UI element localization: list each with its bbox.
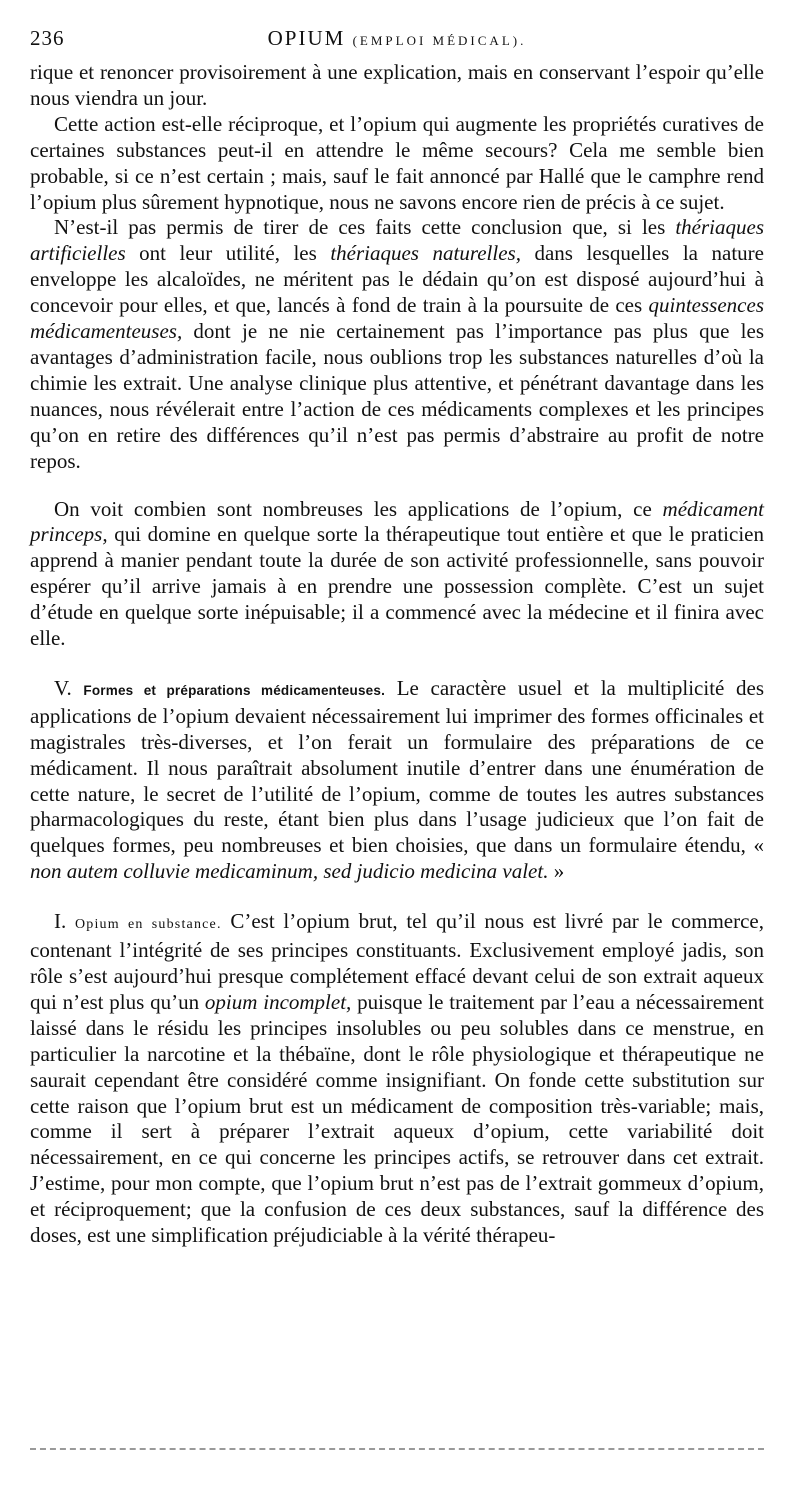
paragraph-text: N’est-il pas permis de tirer de ces faits cette conclusion que, si les [54,215,676,240]
paragraph-reciprocal-action [30,112,764,216]
paragraph-applications [30,497,764,652]
paragraph-text: Le caractère usuel et la multiplicité des applications de l’opium devaient nécessairement lui imprimer des formes officinales et magistrales très-diverses, et l’on ferait un formulaire des préparations de ce médicament. Il nous paraîtrait absolument inutile d’entrer dans une énumération de cette nature, le secret de l’utilité de l’opium, comme de toutes les autres substances pharmacologiques du reste, étant bien plus dans l’usage judicieux que l’on fait de quelques formes, peu nombreuses et bien choisies, que dans un formulaire étendu, « [30,675,765,858]
subsection-heading: Opium en substance. [74,917,222,933]
running-title-sub: (EMPLOI MÉDICAL). [352,33,527,48]
subsection-number: I. [54,909,67,934]
paragraph-text: ont leur utilité, les [125,241,331,266]
page-number: 236 [30,26,65,50]
italic-quote: non autem colluvie medicaminum, sed judicio medicina valet. [30,859,549,884]
paragraph-text: puisque le traitement par l’eau a nécessairement laissé dans le résidu les principes insolubles ou peu solubles dans ce menstrue, en particulier la narcotine et la thébaïne, dont le rôle physiologique et thérapeutique ne saurait cependant être considéré comme insignifiant. On fonde cette substitution sur cette raison que l’opium brut est un médicament de composition très-variable; mais, comme il sert à préparer l’extrait aqueux d’opium, cette variabilité doit nécessairement, en ce qui concerne les principes actifs, se retrouver dans cet extrait. J’estime, pour mon compte, que l’opium brut n’est pas de l’extrait gommeux d’opium, et réciproquement; que la confusion de ces deux substances, sauf la différence des doses, est une simplification préjudiciable à la vérité thérapeu- [30,989,765,1248]
section-i-opium-substance [30,909,764,1249]
paragraph-text: Cette action est-elle réciproque, et l’opium qui augmente les propriétés curatives de certaines substances peut-il en attendre le même secours? Cela me semble bien probable, si ce n’est certain ; mais, sauf le fait annoncé par Hallé que le camphre rend l’opium plus sûrement hypnotique, nous ne savons encore rien de précis à ce sujet. [30,111,764,214]
running-title [30,26,764,51]
paragraph-text: dont je ne nie certainement pas l’importance pas plus que les avantages d’administration facile, nous oublions trop les substances naturelles d’où la chimie les extrait. Une analyse clinique plus attentive, et pénétrant davantage dans les nuances, nous révélerait entre l’action de ces médicaments complexes et les principes qu’on en retire des différences qu’il n’est pas permis d’abstraire au profit de notre repos. [30,319,764,473]
page-header [30,26,764,60]
bottom-bleed-line [30,1448,764,1450]
paragraph-theriaques [30,215,764,474]
running-title-main: OPIUM [267,26,346,50]
italic-text: thériaques artificielles [30,215,764,266]
section-v-formes [30,676,764,885]
paragraph-text: C’est l’opium brut, tel qu’il nous est livré par le commerce, contenant l’intégrité de ses principes constituants. Exclusivement employé jadis, son rôle s’est aujourd’hui presque complétement effacé devant celui de son extrait aqueux qui n’est plus qu’un [30,909,764,1014]
paragraph-text: dans lesquelles la nature enveloppe les alcaloïdes, ne méritent pas le dédain qu’on est disposé aujourd’hui à concevoir pour elles, et que, lancés à fond de train à la poursuite de ces [30,241,764,318]
italic-text: quintessences médicamenteuses, [30,293,764,344]
paragraph-text: qui domine en quelque sorte la thérapeutique tout entière et que le praticien apprend à manier pendant toute la durée de son activité professionnelle, sans pouvoir espérer qu’il arrive jamais à en prendre une possession complète. C’est un sujet d’étude en quelque sorte inépuisable; il a commencé avec la médecine et il finira avec elle. [30,522,764,651]
section-heading: Formes et préparations médicamenteuses. [83,682,386,698]
italic-text: médicament princeps, [30,496,764,547]
book-page [30,26,764,1249]
paragraph-continuation [30,60,764,112]
section-number: V. [54,675,72,700]
italic-text: opium incomplet, [204,989,352,1014]
paragraph-text: rique et renoncer provisoirement à une explication, mais en conservant l’espoir qu’elle nous viendra un jour. [30,60,764,110]
italic-text: thériaques naturelles, [330,241,521,266]
paragraph-text: On voit combien sont nombreuses les applications de l’opium, ce [54,496,663,521]
paragraph-text: » [548,859,565,884]
